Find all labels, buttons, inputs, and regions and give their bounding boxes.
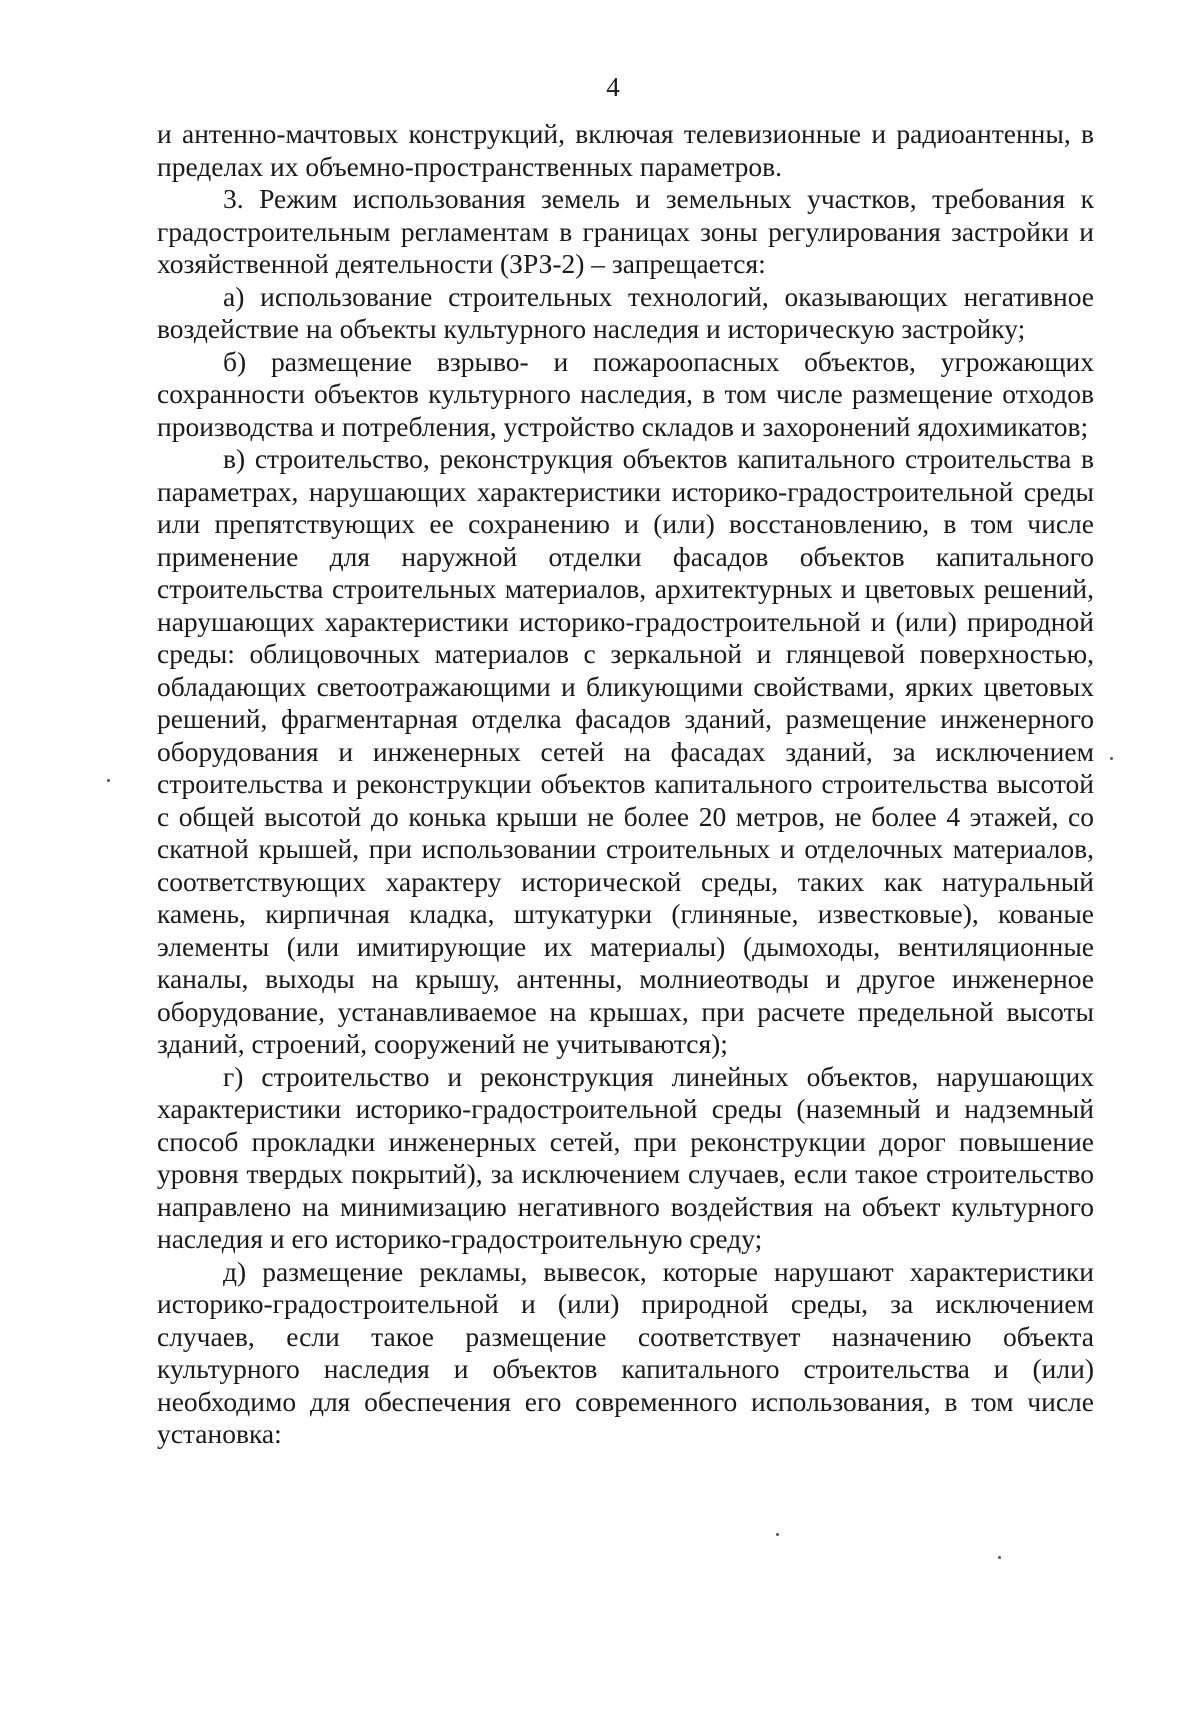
paragraph-item-b: б) размещение взрыво- и пожароопасных объектов, угрожающих сохранности объектов культурного наследия, в том числе размещение отходов производства и потребления, устройство складов и захоронений ядохимикатов; [157, 345, 1094, 442]
scan-speck [998, 1556, 1001, 1559]
page-number: 4 [606, 72, 620, 102]
paragraph-item-3: 3. Режим использования земель и земельных участков, требования к градостроительным регламентам в границах зоны регулирования застройки и хозяйственной деятельности (ЗРЗ-2) – запрещается: [157, 183, 1094, 279]
paragraph-item-a: а) использование строительных технологий, оказывающих негативное воздействие на объекты культурного наследия и историческую застройку; [157, 280, 1094, 344]
scan-speck [1110, 757, 1113, 760]
scan-speck [107, 779, 110, 782]
paragraph-item-v: в) строительство, реконструкция объектов капитального строительства в параметрах, нарушающих характеристики историко-градостроительной среды или препятствующих ее сохранению и (или) восстановлению, в том числе применение для наружной отделки фасадов объектов капитального строительства строительных материалов, архитектурных и цветовых решений, нарушающих характеристики историко-градостроительной и (или) природной среды: облицовочных материалов с зеркальной и глянцевой поверхностью, обладающих светоотражающими и бликующими свойствами, ярких цветовых решений, фрагментарная отделка фасадов зданий, размещение инженерного оборудования и инженерных сетей на фасадах зданий, за исключением строительства и реконструкции объектов капитального строительства высотой с общей высотой до конька крыши не более 20 метров, не более 4 этажей, со скатной крышей, при использовании строительных и отделочных материалов, соответствующих характеру исторической среды, таких как натуральный камень, кирпичная кладка, штукатурки (глиняные, известковые), кованые элементы (или имитирующие их материалы) (дымоходы, вентиляционные каналы, выходы на крышу, антенны, молниеотводы и другое инженерное оборудование, устанавливаемое на крышах, при расчете предельной высоты зданий, строений, сооружений не учитываются); [157, 443, 1094, 1059]
document-body [157, 118, 1094, 1451]
paragraph-item-d: д) размещение рекламы, вывесок, которые нарушают характеристики историко-градостроительной и (или) природной среды, за исключением случаев, если такое размещение соответствует назначению объекта культурного наследия и объектов капитального строительства и (или) необходимо для обеспечения его современного использования, в том числе установка: [157, 1255, 1094, 1449]
paragraph-continuation: и антенно-мачтовых конструкций, включая телевизионные и радиоантенны, в пределах их объемно-пространственных параметров. [157, 118, 1094, 182]
paragraph-item-g: г) строительство и реконструкция линейных объектов, нарушающих характеристики историко-градостроительной среды (наземный и надземный способ прокладки инженерных сетей, при реконструкции дорог повышение уровня твердых покрытий), за исключением случаев, если такое строительство направлено на минимизацию негативного воздействия на объект культурного наследия и его историко-градостроительную среду; [157, 1060, 1094, 1254]
scan-speck [776, 1533, 779, 1536]
